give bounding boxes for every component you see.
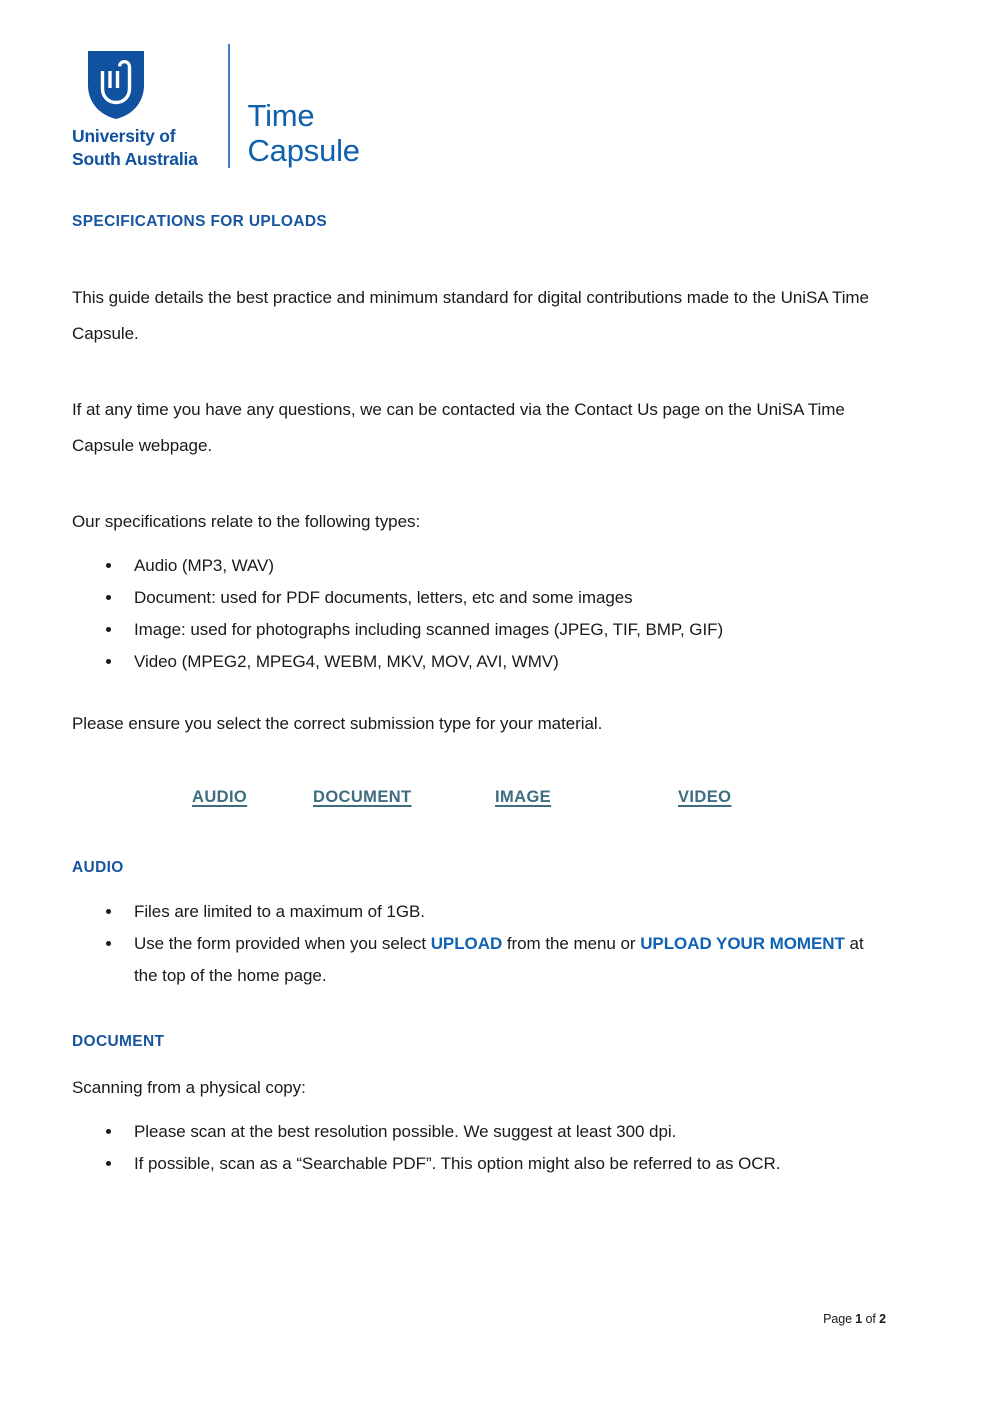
link-document[interactable]: DOCUMENT bbox=[313, 788, 412, 807]
spacer bbox=[72, 1052, 884, 1070]
upload-your-moment-emphasis: UPLOAD YOUR MOMENT bbox=[640, 934, 845, 954]
section-heading-document: DOCUMENT bbox=[72, 1033, 165, 1051]
list-item: Please scan at the best resolution possible. We suggest at least 300 dpi. bbox=[72, 1116, 884, 1148]
section-anchor-links bbox=[72, 788, 884, 818]
submission-types-list bbox=[72, 550, 884, 678]
spacer bbox=[72, 540, 884, 550]
page-title: SPECIFICATIONS FOR UPLOADS bbox=[72, 213, 328, 230]
page-footer bbox=[823, 1312, 886, 1326]
list-item: Document: used for PDF documents, letters, etc and some images bbox=[72, 582, 884, 614]
audio-requirements-list bbox=[72, 896, 884, 992]
list-item: Image: used for photographs including scanned images (JPEG, TIF, BMP, GIF) bbox=[72, 614, 884, 646]
unisa-time-capsule-logo-lockup bbox=[72, 38, 360, 170]
audio-bullet2-text2: from the menu or bbox=[502, 934, 641, 954]
list-item: Video (MPEG2, MPEG4, WEBM, MKV, MOV, AVI, WMV) bbox=[72, 646, 884, 678]
document-body bbox=[72, 212, 884, 1180]
types-lead-text: Our specifications relate to the following types: bbox=[72, 512, 421, 532]
audio-bullet2-text1: Use the form provided when you select bbox=[134, 934, 431, 954]
link-image[interactable]: IMAGE bbox=[495, 788, 552, 807]
list-item bbox=[72, 928, 884, 992]
spacer bbox=[72, 1106, 884, 1116]
footer-middle: of bbox=[862, 1312, 880, 1326]
university-name bbox=[72, 125, 198, 170]
spacer bbox=[72, 818, 884, 858]
spacer bbox=[72, 232, 884, 280]
spacer bbox=[72, 992, 884, 1032]
document-requirements-list bbox=[72, 1116, 884, 1180]
spacer bbox=[72, 678, 884, 706]
intro-paragraph-1: This guide details the best practice and minimum standard for digital contributions made to the UniSA Time Capsule. bbox=[72, 288, 869, 344]
university-name-line2: South Australia bbox=[72, 148, 198, 169]
section-heading-audio: AUDIO bbox=[72, 859, 124, 877]
footer-current-page: 1 bbox=[855, 1312, 863, 1326]
spacer bbox=[72, 878, 884, 896]
university-logo-block bbox=[72, 51, 212, 170]
product-name-line2: Capsule bbox=[247, 132, 360, 168]
spacer bbox=[72, 742, 884, 782]
intro-paragraph-2: If at any time you have any questions, we can be contacted via the Contact Us page on the UniSA Time Capsule webpage. bbox=[72, 400, 845, 456]
university-name-line1: University of bbox=[72, 126, 176, 147]
spacer bbox=[72, 352, 884, 392]
list-item: Audio (MP3, WAV) bbox=[72, 550, 884, 582]
list-item: Files are limited to a maximum of 1GB. bbox=[72, 896, 884, 928]
link-video[interactable]: VIDEO bbox=[678, 788, 732, 807]
document-lead-text: Scanning from a physical copy: bbox=[72, 1078, 306, 1098]
unisa-shield-icon bbox=[88, 51, 144, 119]
product-name bbox=[248, 98, 360, 170]
footer-total-pages: 2 bbox=[879, 1312, 886, 1326]
logo-divider bbox=[228, 44, 230, 168]
select-type-note: Please ensure you select the correct submission type for your material. bbox=[72, 714, 603, 734]
footer-prefix: Page bbox=[823, 1312, 856, 1326]
list-item: If possible, scan as a “Searchable PDF”. This option might also be referred to as OCR. bbox=[72, 1148, 884, 1180]
upload-emphasis: UPLOAD bbox=[430, 934, 503, 954]
product-name-line1: Time bbox=[247, 97, 315, 133]
audio-bullet2-text3: at the top of the home page. bbox=[134, 934, 864, 986]
link-audio[interactable]: AUDIO bbox=[192, 788, 248, 807]
spacer bbox=[72, 464, 884, 504]
